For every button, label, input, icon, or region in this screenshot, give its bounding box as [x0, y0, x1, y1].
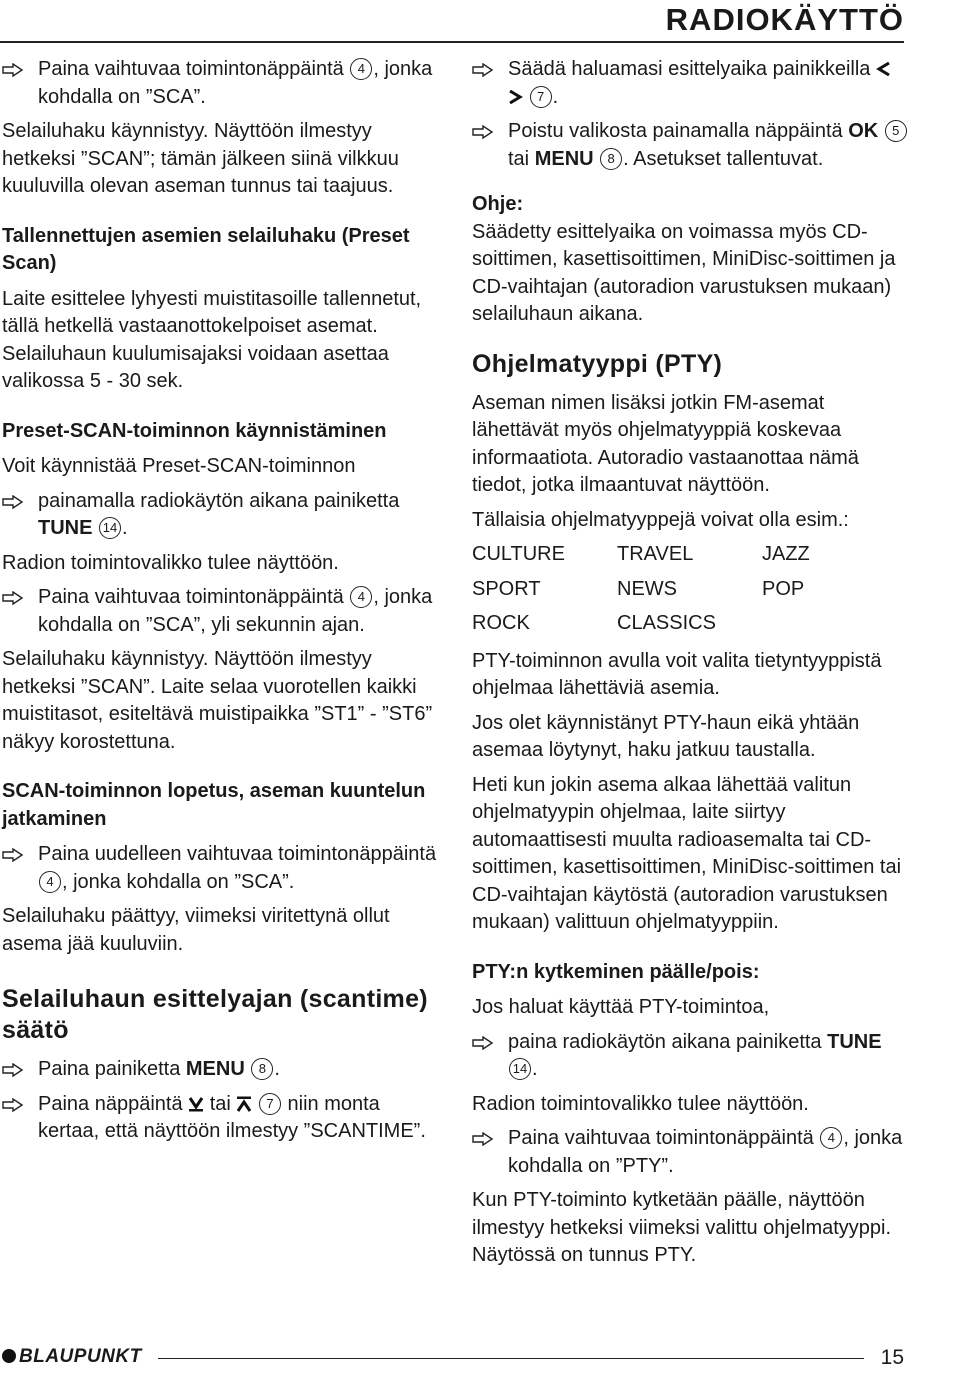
section-heading: SCAN-toiminnon lopetus, aseman kuuntelun jatkaminen — [2, 780, 426, 830]
key-number-badge: 7 — [259, 1093, 281, 1115]
arrow-icon — [2, 1098, 24, 1112]
key-label: TUNE — [827, 1030, 882, 1053]
key-label: TUNE — [38, 517, 93, 539]
page-footer — [0, 1346, 960, 1372]
arrow-icon — [472, 125, 494, 139]
paragraph: Jos haluat käyttää PTY-toimintoa, — [472, 996, 770, 1018]
pty-type: TRAVEL — [617, 543, 694, 565]
pty-type: CULTURE — [472, 543, 565, 565]
section-title: Ohjelmatyyppi (PTY) — [472, 349, 723, 378]
left-key-icon — [876, 58, 891, 80]
instruction-item: Paina vaihtuvaa toimintonäppäintä 4 , jonka kohdalla on ”SCA”, yli sekunnin ajan. — [2, 584, 438, 639]
arrow-icon — [2, 63, 24, 77]
paragraph: Radion toimintovalikko tulee näyttöön. — [472, 1092, 809, 1115]
instruction-item: painamalla radiokäytön aikana painiketta TUNE 14 . — [2, 488, 438, 543]
brand-dot-icon — [2, 1349, 16, 1363]
key-label: MENU — [534, 147, 594, 170]
key-number-badge: 7 — [530, 86, 552, 108]
pty-type: ROCK — [472, 612, 530, 634]
up-key-icon — [236, 1093, 252, 1115]
key-number-badge: 4 — [350, 586, 372, 608]
key-number-badge: 4 — [39, 871, 61, 893]
key-number-badge: 8 — [600, 148, 622, 170]
paragraph: Heti kun jokin asema alkaa lähettää valitun ohjelmatyypin ohjelmaa, laite siirtyy automaattisesti muulta radioasemalta tai CD-soittimen, kasettisoittimen, MiniDisc-soittimen tai CD-vaihtajan käytöstä (autoradion varustuksen mukaan) valittuun ohjelmatyyppiin. — [472, 773, 902, 933]
paragraph: Selailuhaku päättyy, viimeksi viritettynä ollut asema jää kuuluviin. — [2, 905, 390, 955]
instruction-item: Paina uudelleen vaihtuvaa toimintonäppäintä 4 , jonka kohdalla on ”SCA”. — [2, 841, 438, 896]
paragraph: PTY-toiminnon avulla voit valita tietyntyyppistä ohjelmaa lähettäviä asemia. — [472, 649, 882, 699]
section-title: Selailuhaun esittelyajan (scantime) säätö — [2, 985, 428, 1044]
instruction-item: Paina vaihtuvaa toimintonäppäintä 4 , jonka kohdalla on ”SCA”. — [2, 56, 438, 111]
arrow-icon — [472, 63, 494, 77]
paragraph: Kun PTY-toiminto kytketään päälle, näyttöön ilmestyy hetkeksi viimeksi valittu ohjelmatyyppi. Näytössä on tunnus PTY. — [472, 1189, 892, 1266]
note-text: Säädetty esittelyaika on voimassa myös CD-soittimen, kasettisoittimen, MiniDisc-soittimen ja CD-vaihtajan (autoradion varustuksen mukaan) selailuhaun aikana. — [472, 220, 896, 325]
note-label: Ohje: — [472, 193, 524, 215]
page-number: 15 — [880, 1346, 904, 1369]
arrow-icon — [2, 1063, 24, 1077]
arrow-icon — [472, 1132, 494, 1146]
instruction-item: Poistu valikosta painamalla näppäintä OK 5 tai MENU 8 . Asetukset tallentuvat. — [472, 118, 908, 173]
pty-type-table — [472, 541, 908, 638]
pty-type: JAZZ — [762, 543, 810, 565]
pty-type: POP — [762, 577, 805, 600]
section-heading: PTY:n kytkeminen päälle/pois: — [472, 960, 760, 983]
key-number-badge: 4 — [350, 58, 372, 80]
key-label: MENU — [185, 1058, 245, 1080]
right-key-icon — [508, 86, 523, 108]
right-column — [472, 56, 908, 1277]
down-key-icon — [188, 1093, 204, 1115]
key-number-badge: 14 — [509, 1058, 531, 1080]
key-number-badge: 5 — [885, 120, 907, 142]
instruction-item: Paina painiketta MENU 8 . — [2, 1056, 438, 1084]
paragraph: Jos olet käynnistänyt PTY-haun eikä yhtään asemaa löytynyt, haku jatkuu taustalla. — [472, 711, 860, 761]
key-number-badge: 4 — [820, 1127, 842, 1149]
paragraph: Tällaisia ohjelmatyyppejä voivat olla esim.: — [472, 508, 849, 531]
instruction-item: Paina vaihtuvaa toimintonäppäintä 4 , jonka kohdalla on ”PTY”. — [472, 1125, 908, 1180]
paragraph: Selailuhaku käynnistyy. Näyttöön ilmestyy hetkeksi ”SCAN”; tämän jälkeen siinä vilkkuu kuuluvilla olevan aseman tunnus tai taajuus. — [2, 120, 399, 197]
section-heading: Preset-SCAN-toiminnon käynnistäminen — [2, 419, 387, 442]
pty-type: SPORT — [472, 577, 541, 600]
arrow-icon — [2, 495, 24, 509]
page-title: RADIOKÄYTTÖ — [665, 2, 904, 37]
paragraph: Radion toimintovalikko tulee näyttöön. — [2, 551, 339, 574]
brand-logo: BLAUPUNKT — [2, 1346, 142, 1368]
footer-rule — [158, 1358, 864, 1359]
pty-type: NEWS — [617, 577, 677, 600]
title-rule — [0, 41, 904, 43]
instruction-item: paina radiokäytön aikana painiketta TUNE 14 . — [472, 1029, 908, 1084]
paragraph: Voit käynnistää Preset-SCAN-toiminnon — [2, 455, 356, 477]
paragraph: Aseman nimen lisäksi jotkin FM-asemat lähettävät myös ohjelmatyyppiä koskevaa informaatiota. Autoradio vastaanottaa nämä tiedot, jotka ilmaantuvat näyttöön. — [472, 391, 859, 496]
key-label: OK — [848, 120, 879, 142]
pty-type: CLASSICS — [617, 612, 716, 634]
instruction-item: Paina näppäintä tai 7 niin monta kertaa, että näyttöön ilmestyy ”SCANTIME”. — [2, 1091, 438, 1146]
arrow-icon — [2, 848, 24, 862]
arrow-icon — [2, 591, 24, 605]
left-column — [2, 56, 438, 1153]
arrow-icon — [472, 1036, 494, 1050]
paragraph: Laite esittelee lyhyesti muistitasoille tallennetut, tällä hetkellä vastaanottokelpoiset asemat. Selailuhaun kuulumisajaksi voidaan asettaa valikossa 5 - 30 sek. — [2, 287, 422, 392]
section-heading: Tallennettujen asemien selailuhaku (Preset Scan) — [2, 224, 410, 274]
instruction-item: Säädä haluamasi esittelyaika painikkeilla 7 . — [472, 56, 908, 111]
key-number-badge: 8 — [251, 1058, 273, 1080]
key-number-badge: 14 — [99, 517, 121, 539]
paragraph: Selailuhaku käynnistyy. Näyttöön ilmestyy hetkeksi ”SCAN”. Laite selaa vuorotellen kaikki muistitasot, esiteltävä muistipaikka ”ST1” - ”ST6” näkyy korostettuna. — [2, 648, 433, 753]
